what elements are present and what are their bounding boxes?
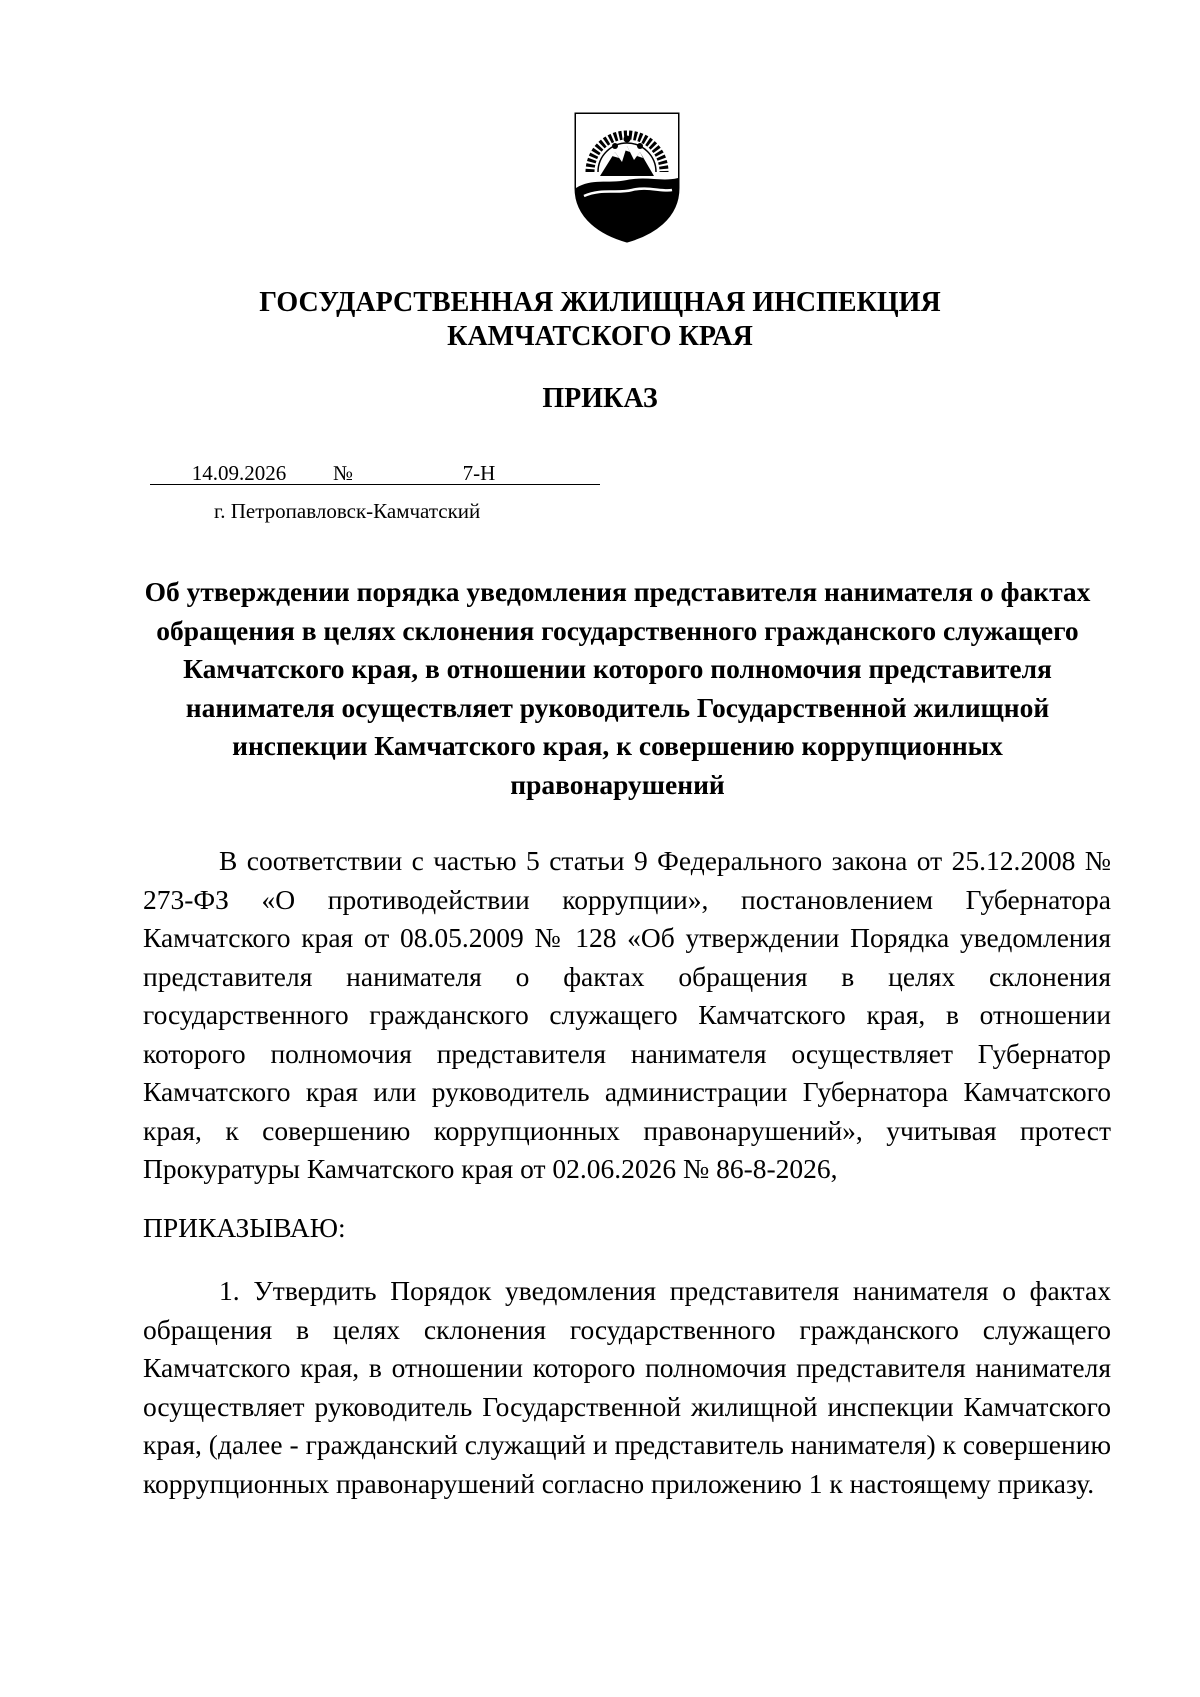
order-number: 7-Н [358,460,600,485]
coat-of-arms-icon [572,110,682,245]
org-line-1: ГОСУДАРСТВЕННАЯ ЖИЛИЩНАЯ ИНСПЕКЦИЯ [259,287,941,318]
registration-line [150,460,600,486]
decree-word: ПРИКАЗЫВАЮ: [143,1212,346,1243]
number-sign: № [328,460,358,485]
order-date: 14.09.2026 [150,460,328,485]
org-line-2: КАМЧАТСКОГО КРАЯ [447,321,753,352]
preamble-paragraph: В соответствии с частью 5 статьи 9 Федерального закона от 25.12.2008 № 273-ФЗ «О противодействии коррупции», постановлением Губернатора Камчатского края от 08.05.2009 № 128 «Об утверждении Порядка уведомления представителя нанимателя о фактах обращения в целях склонения государственного гражданского служащего Камчатского края, в отношении которого полномочия представителя нанимателя осуществляет Губернатор Камчатского края или руководитель администрации Губернатора Камчатского края, к совершению коррупционных правонарушений», учитывая протест Прокуратуры Камчатского края от 02.06.2026 № 86-8-2026, [143,845,1111,1184]
document-subject: Об утверждении порядка уведомления представителя нанимателя о фактах обращения в целях склонения государственного гражданского служащего Камчатского края, в отношении которого полномочия представителя нанимателя осуществляет руководитель Государственной жилищной инспекции Камчатского края, к совершению коррупционных правонарушений [144,576,1091,800]
document-type: ПРИКАЗ [542,383,658,414]
item-1-paragraph: 1. Утвердить Порядок уведомления представителя нанимателя о фактах обращения в целях склонения государственного гражданского служащего Камчатского края, в отношении которого полномочия представителя нанимателя осуществляет руководитель Государственной жилищной инспекции Камчатского края, (далее - гражданский служащий и представитель нанимателя) к совершению коррупционных правонарушений согласно приложению 1 к настоящему приказу. [143,1275,1111,1499]
city: г. Петропавловск-Камчатский [214,499,481,523]
organization-name [0,286,1200,354]
